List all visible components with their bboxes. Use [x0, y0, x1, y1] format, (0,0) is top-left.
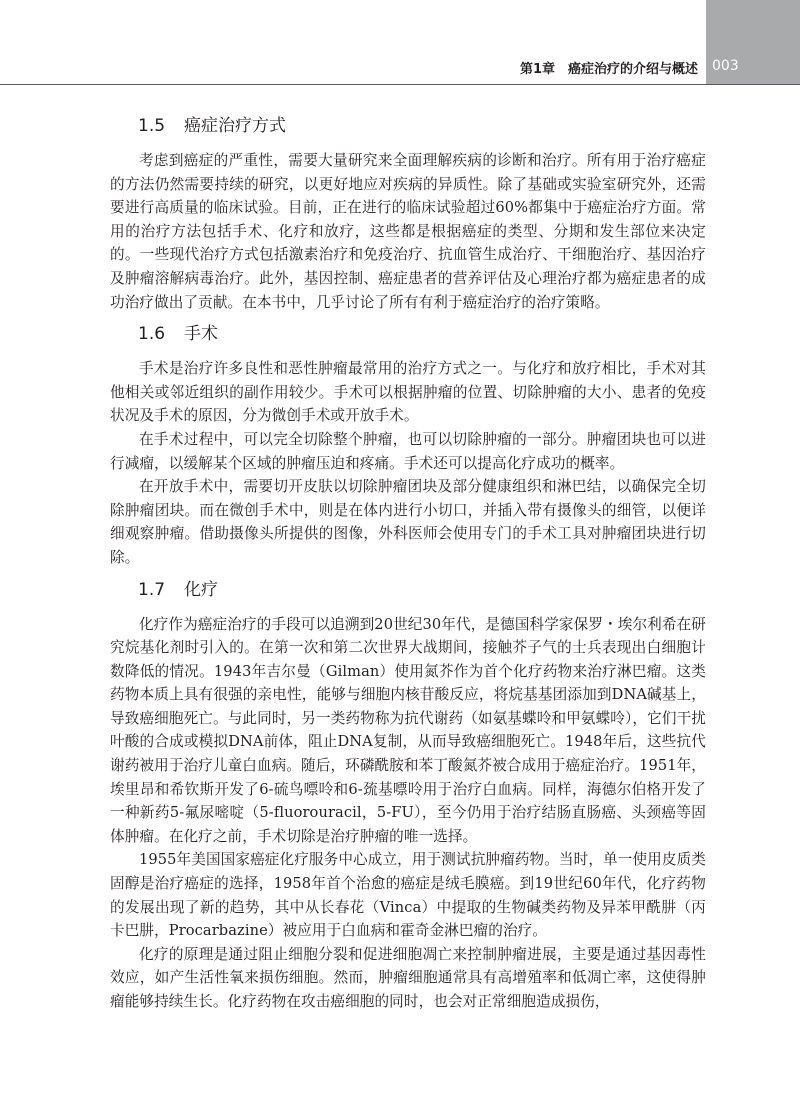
- section-1-6: [110, 320, 706, 569]
- paragraph: 1955年美国国家癌症化疗服务中心成立，用于测试抗肿瘤药物。当时，单一使用皮质类固醇是治疗癌症的选择，1958年首个治愈的癌症是绒毛膜癌。到19世纪60年代，化疗药物的发展出现了新的趋势，其中从长春花（Vinca）中提取的生物碱类药物及异苯甲酰肼（丙卡巴肼，Procarbazine）被应用于白血病和霍奇金淋巴瘤的治疗。: [110, 851, 706, 940]
- section-heading: [110, 112, 706, 140]
- paragraph: 在开放手术中，需要切开皮肤以切除肿瘤团块及部分健康组织和淋巴结，以确保完全切除肿瘤团块。而在微创手术中，则是在体内进行小切口，并插入带有摄像头的细管，以便详细观察肿瘤。借助摄像头所提供的图像，外科医师会使用专门的手术工具对肿瘤团块进行切除。: [110, 478, 706, 566]
- page-body: [110, 112, 706, 1020]
- section-number: 1.6: [138, 324, 166, 345]
- paragraph: 在手术过程中，可以完全切除整个肿瘤，也可以切除肿瘤的一部分。肿瘤团块也可以进行减瘤，以缓解某个区域的肿瘤压迫和疼痛。手术还可以提高化疗成功的概率。: [110, 430, 706, 472]
- paragraph: 化疗的原理是通过阻止细胞分裂和促进细胞凋亡来控制肿瘤进展，主要是通过基因毒性效应，如产生活性氧来损伤细胞。然而，肿瘤细胞通常具有高增殖率和低凋亡率，这使得肿瘤能够持续生长。化疗药物在攻击癌细胞的同时，也会对正常细胞造成损伤，: [110, 945, 706, 1010]
- running-header: [0, 54, 706, 82]
- header-divider: [0, 84, 800, 85]
- section-number: 1.5: [138, 116, 166, 136]
- section-heading: [110, 576, 706, 604]
- chapter-title: 第1章 癌症治疗的介绍与概述: [519, 62, 698, 77]
- page-number: 003: [712, 58, 739, 74]
- section-heading: [110, 320, 706, 348]
- section-number: 1.7: [138, 579, 166, 600]
- paragraph: 考虑到癌症的严重性，需要大量研究来全面理解疾病的诊断和治疗。所有用于治疗癌症的方法仍然需要持续的研究，以更好地应对疾病的异质性。除了基础或实验室研究外，还需要进行高质量的临床试验。目前，正在进行的临床试验超过60%都集中于癌症治疗方面。常用的治疗方法包括手术、化疗和放疗，这些都是根据癌症的类型、分期和发生部位来决定的。一些现代治疗方式包括激素治疗和免疫治疗、抗血管生成治疗、干细胞治疗、基因治疗及肿瘤溶解病毒治疗。此外，基因控制、癌症患者的营养评估及心理治疗都为癌症患者的成功治疗做出了贡献。在本书中，几乎讨论了所有有利于癌症治疗的治疗策略。: [110, 152, 706, 311]
- section-title: 癌症治疗方式: [184, 116, 286, 136]
- paragraph: 化疗作为癌症治疗的手段可以追溯到20世纪30年代，是德国科学家保罗・埃尔利希在研究烷基化剂时引入的。在第一次和第二次世界大战期间，接触芥子气的士兵表现出白细胞计数降低的情况。1943年吉尔曼（Gilman）使用氮芥作为首个化疗药物来治疗淋巴瘤。这类药物本质上具有很强的亲电性，能够与细胞内核苷酸反应，将烷基基团添加到DNA碱基上，导致癌细胞死亡。与此同时，另一类药物称为抗代谢药（如氨基蝶呤和甲氨蝶呤），它们干扰叶酸的合成或模拟DNA前体，阻止DNA复制，从而导致癌细胞死亡。1948年后，这些抗代谢药被用于治疗儿童白血病。随后，环磷酰胺和苯丁酸氮芥被合成用于癌症治疗。1951年，埃里昂和希钦斯开发了6-硫鸟嘌呤和6-巯基嘌呤用于治疗白血病。同样，海德尔伯格开发了一种新药5-氟尿嘧啶（5-fluorouracil，5-FU），至今仍用于治疗结肠直肠癌、头颈癌等固体肿瘤。在化疗之前，手术切除是治疗肿瘤的唯一选择。: [110, 615, 706, 845]
- paragraph: 手术是治疗许多良性和恶性肿瘤最常用的治疗方式之一。与化疗和放疗相比，手术对其他相关或邻近组织的副作用较少。手术可以根据肿瘤的位置、切除肿瘤的大小、患者的免疫状况及手术的原因，分为微创手术或开放手术。: [110, 360, 706, 425]
- section-1-5: [110, 112, 706, 314]
- section-title: 化疗: [184, 579, 218, 600]
- section-1-7: [110, 576, 706, 1014]
- section-title: 手术: [184, 324, 218, 345]
